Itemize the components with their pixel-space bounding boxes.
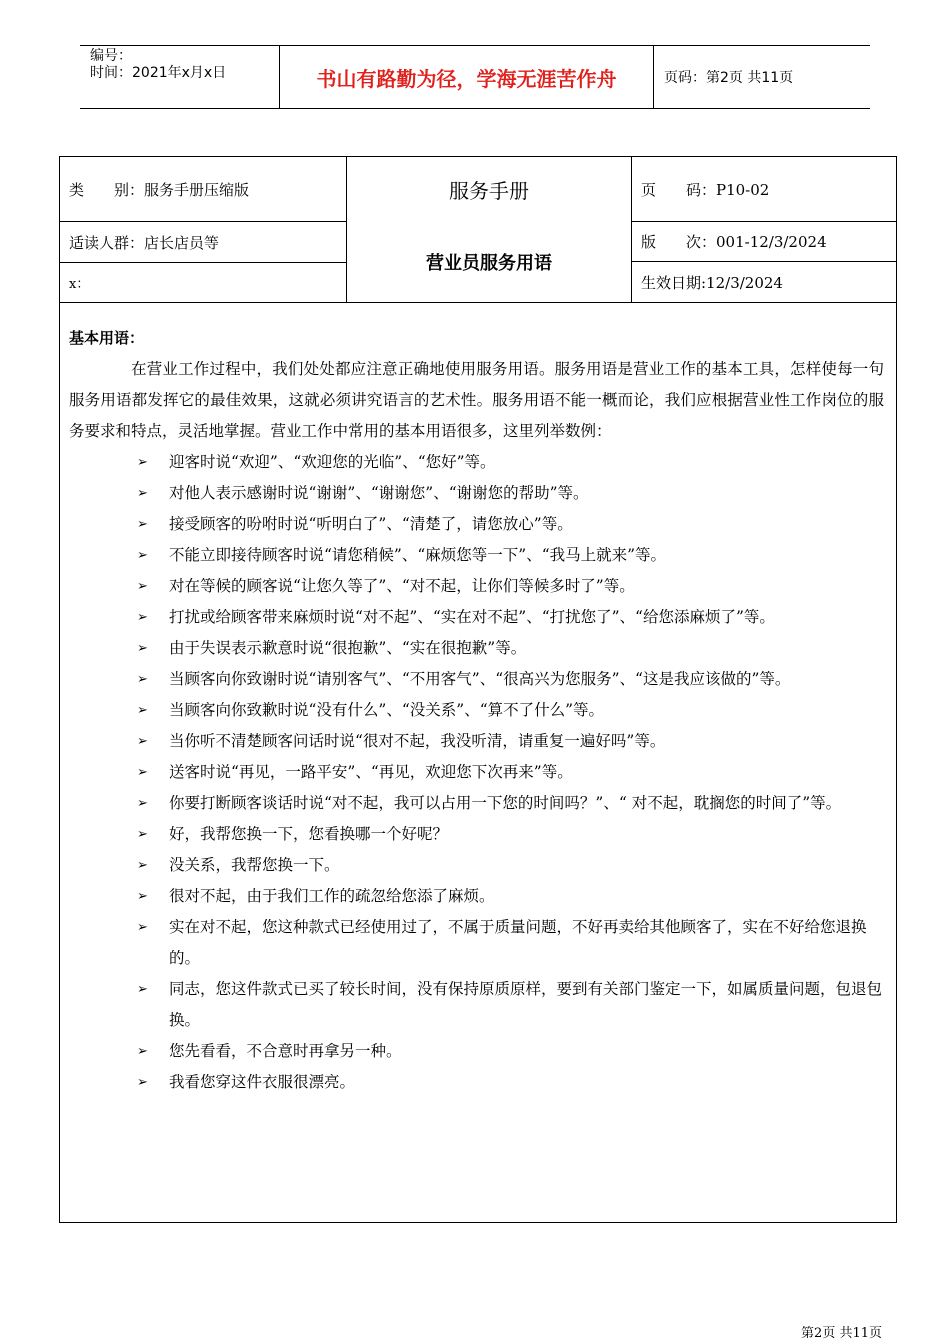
- list-item: [69, 447, 884, 478]
- list-item-text: 对他人表示感谢时说“谢谢”、“谢谢您”、“谢谢您的帮助”等。: [169, 484, 589, 502]
- arrow-bullet-icon: ➢: [137, 579, 148, 594]
- arrow-bullet-icon: ➢: [137, 796, 148, 811]
- list-item-text: 好，我帮您换一下，您看换哪一个好呢？: [169, 825, 449, 843]
- document-header: [80, 45, 870, 109]
- list-item: [69, 664, 884, 695]
- list-item: [69, 788, 884, 819]
- list-item-text: 不能立即接待顾客时说“请您稍候”、“麻烦您等一下”、“我马上就来”等。: [169, 546, 667, 564]
- page-code-field: 页 码：P10-02: [641, 180, 770, 199]
- list-item-text: 您先看看，不合意时再拿另一种。: [169, 1042, 402, 1060]
- arrow-bullet-icon: ➢: [137, 734, 148, 749]
- list-item: [69, 974, 884, 1036]
- list-item: [69, 819, 884, 850]
- list-item: [69, 509, 884, 540]
- x-field: x：: [69, 277, 90, 292]
- list-item-text: 当顾客向你致歉时说“没有什么”、“没关系”、“算不了什么”等。: [169, 701, 605, 719]
- content-body: [69, 325, 884, 1098]
- list-item-text: 同志，您这件款式已买了较长时间，没有保持原质原样，要到有关部门鉴定一下，如属质量问题，包退包换。: [169, 980, 883, 1029]
- list-item-text: 当你听不清楚顾客问话时说“很对不起，我没听清，请重复一遍好吗”等。: [169, 732, 666, 750]
- list-item: [69, 726, 884, 757]
- arrow-bullet-icon: ➢: [137, 641, 148, 656]
- list-item: [69, 540, 884, 571]
- section-title: 基本用语：: [69, 329, 145, 347]
- list-item-text: 打扰或给顾客带来麻烦时说“对不起”、“实在对不起”、“打扰您了”、“给您添麻烦了”等。: [169, 608, 775, 626]
- arrow-bullet-icon: ➢: [137, 982, 148, 997]
- list-item-text: 没关系，我帮您换一下。: [169, 856, 340, 874]
- motto: 书山有路勤为径，学海无涯苦作舟: [280, 46, 654, 108]
- effective-date-field: 生效日期:12/3/2024: [641, 273, 783, 292]
- arrow-bullet-icon: ➢: [137, 672, 148, 687]
- list-item: [69, 633, 884, 664]
- list-item: [69, 1067, 884, 1098]
- meta-table: [60, 157, 896, 303]
- category-field: 类 别：服务手册压缩版: [69, 180, 250, 199]
- arrow-bullet-icon: ➢: [137, 610, 148, 625]
- arrow-bullet-icon: ➢: [137, 548, 148, 563]
- list-item: [69, 757, 884, 788]
- list-item-text: 送客时说“再见，一路平安”、“再见，欢迎您下次再来”等。: [169, 763, 573, 781]
- arrow-bullet-icon: ➢: [137, 517, 148, 532]
- document-frame: [59, 156, 897, 1223]
- list-item-text: 很对不起，由于我们工作的疏忽给您添了麻烦。: [169, 887, 495, 905]
- list-item-text: 实在对不起，您这种款式已经使用过了，不属于质量问题，不好再卖给其他顾客了，实在不好给您退换的。: [169, 918, 867, 967]
- divider: [631, 157, 632, 302]
- doc-title: 服务手册: [449, 178, 529, 203]
- list-item: [69, 881, 884, 912]
- time-label: 时间：2021年x月x日: [90, 65, 227, 81]
- arrow-bullet-icon: ➢: [137, 765, 148, 780]
- audience-field: 适读人群：店长店员等: [69, 233, 220, 252]
- arrow-bullet-icon: ➢: [137, 827, 148, 842]
- list-item: [69, 1036, 884, 1067]
- arrow-bullet-icon: ➢: [137, 1075, 148, 1090]
- list-item: [69, 912, 884, 974]
- header-page-info: 页码：第2页 共11页: [664, 70, 794, 86]
- divider: [60, 262, 346, 263]
- version-field: 版 次：001-12/3/2024: [641, 233, 827, 251]
- list-item: [69, 478, 884, 509]
- doc-subtitle: 营业员服务用语: [426, 253, 552, 274]
- arrow-bullet-icon: ➢: [137, 703, 148, 718]
- phrase-list: [69, 447, 884, 1098]
- list-item: [69, 850, 884, 881]
- header-info-cell: [80, 46, 280, 108]
- arrow-bullet-icon: ➢: [137, 455, 148, 470]
- arrow-bullet-icon: ➢: [137, 920, 148, 935]
- list-item: [69, 571, 884, 602]
- list-item-text: 迎客时说“欢迎”、“欢迎您的光临”、“您好”等。: [169, 453, 496, 471]
- arrow-bullet-icon: ➢: [137, 889, 148, 904]
- intro-paragraph: 在营业工作过程中，我们处处都应注意正确地使用服务用语。服务用语是营业工作的基本工具，怎样使每一句服务用语都发挥它的最佳效果，这就必须讲究语言的艺术性。服务用语不能一概而论，我们应根据营业性工作岗位的服务要求和特点，灵活地掌握。营业工作中常用的基本用语很多，这里列举数例：: [69, 360, 884, 440]
- arrow-bullet-icon: ➢: [137, 858, 148, 873]
- list-item-text: 接受顾客的吩咐时说“听明白了”、“清楚了，请您放心”等。: [169, 515, 573, 533]
- list-item: [69, 695, 884, 726]
- footer-page-info: 第2页 共11页: [801, 1326, 882, 1341]
- arrow-bullet-icon: ➢: [137, 486, 148, 501]
- list-item-text: 对在等候的顾客说“让您久等了”、“对不起，让你们等候多时了”等。: [169, 577, 635, 595]
- list-item-text: 我看您穿这件衣服很漂亮。: [169, 1073, 356, 1091]
- list-item: [69, 602, 884, 633]
- list-item-text: 你要打断顾客谈话时说“对不起，我可以占用一下您的时间吗？”、“ 对不起，耽搁您的时间了”等。: [169, 794, 842, 812]
- code-label: 编号：: [90, 48, 132, 64]
- list-item-text: 当顾客向你致谢时说“请别客气”、“不用客气”、“很高兴为您服务”、“这是我应该做的”等。: [169, 670, 791, 688]
- list-item-text: 由于失误表示歉意时说“很抱歉”、“实在很抱歉”等。: [169, 639, 527, 657]
- arrow-bullet-icon: ➢: [137, 1044, 148, 1059]
